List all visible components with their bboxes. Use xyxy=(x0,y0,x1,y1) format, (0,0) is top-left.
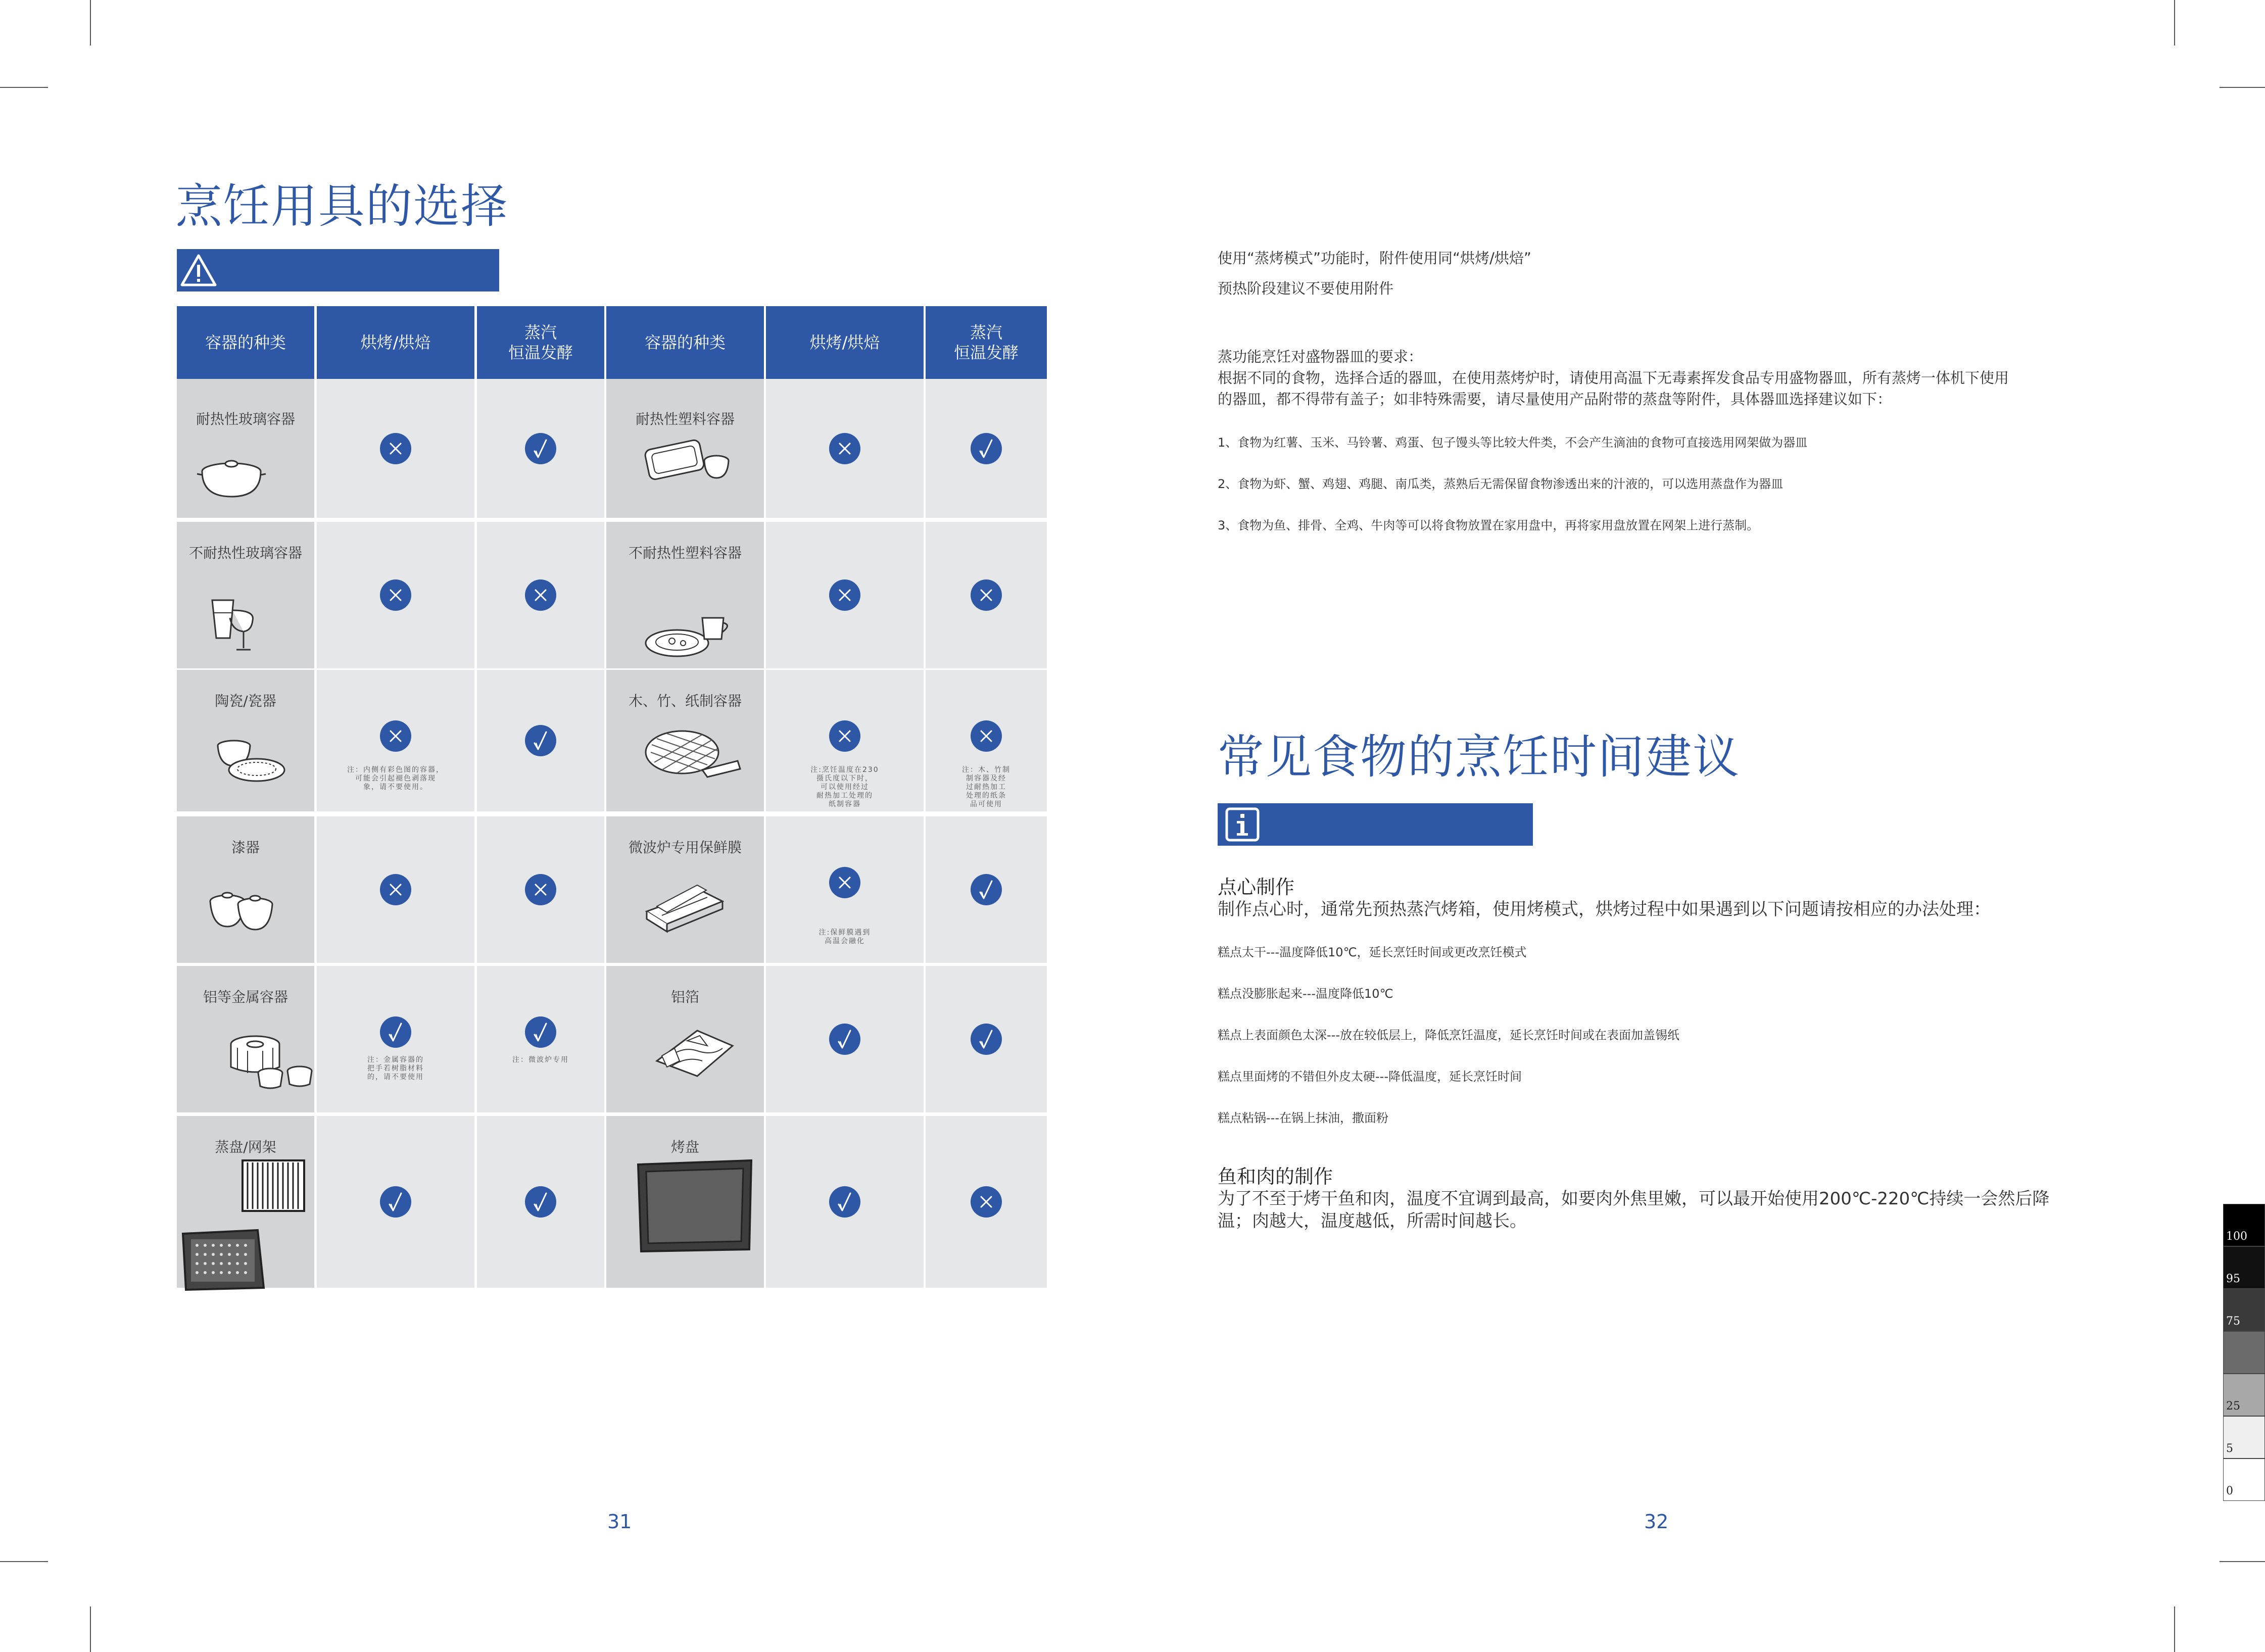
cross-icon xyxy=(971,720,1002,752)
container-name: 微波炉专用保鲜膜 xyxy=(628,839,742,856)
crop-mark xyxy=(2174,0,2175,45)
page-number: 31 xyxy=(607,1511,632,1533)
page-title: 烹饪用具的选择 xyxy=(176,179,509,233)
usage-note: 注:保鲜膜遇到 高温会融化 xyxy=(818,929,871,945)
container-cell xyxy=(177,522,314,668)
steam-item: 3、食物为鱼、排骨、全鸡、牛肉等可以将食物放置在家用盘中，再将家用盘放置在网架上进行蒸制。 xyxy=(1218,518,1759,532)
color-swatch-label: 75 xyxy=(2226,1315,2240,1328)
dessert-heading: 点心制作 xyxy=(1218,876,1295,898)
container-cell xyxy=(177,670,314,811)
dessert-tip: 糕点里面烤的不错但外皮太硬---降低温度，延长烹饪时间 xyxy=(1218,1070,1522,1084)
container-cell xyxy=(606,670,764,811)
meat-line: 温；肉越大，温度越低，所需时间越长。 xyxy=(1218,1211,1527,1231)
container-illustration xyxy=(642,876,728,939)
container-illustration xyxy=(642,429,733,492)
rating-cell xyxy=(766,816,924,963)
container-illustration xyxy=(642,724,743,787)
cross-icon xyxy=(380,874,411,905)
color-swatch-label: 25 xyxy=(2226,1400,2240,1413)
steam-item: 2、食物为虾、蟹、鸡翅、鸡腿、南瓜类，蒸熟后无需保留食物渗透出来的汁液的，可以选用蒸盘作为器皿 xyxy=(1218,477,1784,491)
cross-icon xyxy=(525,874,556,905)
container-name: 不耐热性塑料容器 xyxy=(628,545,742,561)
container-cell xyxy=(606,966,764,1112)
container-cell xyxy=(606,816,764,963)
check-icon xyxy=(525,433,556,464)
container-illustration xyxy=(177,1155,308,1294)
steam-req-line: 的器皿，都不得带有盖子；如非特殊需要，请尽量使用产品附带的蒸盘等附件，具体器皿选择建议如下： xyxy=(1218,391,1892,408)
crop-mark xyxy=(2220,87,2265,88)
crop-mark xyxy=(90,0,91,45)
column-header: 蒸汽 恒温发酵 xyxy=(926,306,1047,379)
warning-bar xyxy=(177,249,499,291)
cross-icon xyxy=(829,433,860,464)
rating-cell xyxy=(317,522,474,668)
column-header: 烘烤/烘焙 xyxy=(317,306,474,379)
rating-cell xyxy=(317,816,474,963)
page-number: 32 xyxy=(1644,1511,1669,1533)
dessert-tip: 糕点没膨胀起来---温度降低10℃ xyxy=(1218,987,1393,1001)
column-header: 容器的种类 xyxy=(177,306,314,379)
check-icon xyxy=(380,1016,411,1048)
cross-icon xyxy=(829,867,860,898)
steam-req-line: 根据不同的食物，选择合适的器皿，在使用蒸烤炉时，请使用高温下无毒素挥发食品专用盛物器皿，所有蒸烤一体机下使用 xyxy=(1218,369,2009,386)
column-header: 容器的种类 xyxy=(606,306,764,379)
cross-icon xyxy=(525,579,556,611)
container-name: 烤盘 xyxy=(670,1139,699,1155)
usage-note: 注：微波炉专用 xyxy=(512,1056,569,1064)
container-illustration xyxy=(225,1027,316,1094)
container-illustration xyxy=(202,881,278,944)
check-icon xyxy=(971,1024,1002,1055)
container-cell xyxy=(606,1116,764,1288)
rating-cell xyxy=(477,522,604,668)
dessert-intro: 制作点心时，通常先预热蒸汽烤箱，使用烤模式，烘烤过程中如果遇到以下问题请按相应的办法处理： xyxy=(1218,899,1991,919)
cross-icon xyxy=(380,579,411,611)
container-name: 耐热性塑料容器 xyxy=(635,411,735,427)
intro-line: 预热阶段建议不要使用附件 xyxy=(1218,280,1394,297)
rating-cell xyxy=(926,816,1047,963)
rating-cell xyxy=(926,670,1047,811)
color-swatch-label: 5 xyxy=(2226,1442,2233,1455)
container-name: 木、竹、纸制容器 xyxy=(628,693,742,709)
meat-line: 为了不至于烤干鱼和肉，温度不宜调到最高，如要肉外焦里嫩，可以最开始使用200℃-220℃持续一会然后降 xyxy=(1218,1189,2050,1209)
crop-mark xyxy=(2220,1561,2265,1562)
container-illustration xyxy=(191,449,272,506)
container-cell xyxy=(177,966,314,1112)
cross-icon xyxy=(971,579,1002,611)
rating-cell xyxy=(477,670,604,811)
steam-req-title: 蒸功能烹饪对盛物器皿的要求： xyxy=(1218,348,1423,365)
info-icon xyxy=(1225,807,1260,842)
rating-cell xyxy=(766,966,924,1112)
color-swatch-label: 95 xyxy=(2226,1273,2240,1285)
rating-cell xyxy=(477,966,604,1112)
rating-cell xyxy=(317,670,474,811)
usage-note: 注：内侧有彩色图的容器， 可能会引起褪色剥落现 象，请不要使用。 xyxy=(347,766,444,791)
cookware-table xyxy=(177,306,1047,1288)
steam-item: 1、食物为红薯、玉米、马铃薯、鸡蛋、包子馒头等比较大件类，不会产生滴油的食物可直接选用网架做为器皿 xyxy=(1218,435,1808,450)
rating-cell xyxy=(477,379,604,518)
cross-icon xyxy=(971,1186,1002,1218)
dessert-tip: 糕点上表面颜色太深---放在较低层上，降低烹饪温度，延长烹饪时间或在表面加盖锡纸 xyxy=(1218,1028,1679,1042)
crop-mark xyxy=(0,1561,48,1562)
info-bar xyxy=(1218,803,1533,846)
container-cell xyxy=(606,522,764,668)
meat-heading: 鱼和肉的制作 xyxy=(1218,1165,1333,1188)
rating-cell xyxy=(477,816,604,963)
rating-cell xyxy=(317,1116,474,1288)
rating-cell xyxy=(926,522,1047,668)
check-icon xyxy=(971,874,1002,905)
rating-cell xyxy=(766,670,924,811)
container-name: 耐热性玻璃容器 xyxy=(196,411,295,427)
color-swatch-label: 100 xyxy=(2226,1230,2247,1243)
container-illustration xyxy=(207,590,258,658)
container-name: 不耐热性玻璃容器 xyxy=(188,545,302,561)
color-scale xyxy=(2223,1204,2265,1502)
rating-cell xyxy=(317,966,474,1112)
check-icon xyxy=(971,433,1002,464)
container-cell xyxy=(177,1116,314,1288)
container-cell xyxy=(606,379,764,518)
container-name: 蒸盘/网架 xyxy=(215,1139,276,1155)
usage-note: 注:烹饪温度在230 摄氏度以下时， 可以使用经过 耐热加工处理的 纸制容器 xyxy=(810,766,879,808)
check-icon xyxy=(525,725,556,756)
crop-mark xyxy=(90,1607,91,1652)
container-illustration xyxy=(211,731,287,788)
container-illustration xyxy=(634,1157,755,1255)
check-icon xyxy=(829,1024,860,1055)
rating-cell xyxy=(926,379,1047,518)
container-name: 漆器 xyxy=(231,839,260,856)
cross-icon xyxy=(829,579,860,611)
color-swatch xyxy=(2223,1331,2265,1374)
check-icon xyxy=(525,1186,556,1218)
section-title: 常见食物的烹饪时间建议 xyxy=(1218,730,1741,784)
dessert-tip: 糕点太干---温度降低10℃，延长烹饪时间或更改烹饪模式 xyxy=(1218,945,1527,959)
rating-cell xyxy=(766,379,924,518)
crop-mark xyxy=(2174,1607,2175,1652)
rating-cell xyxy=(766,1116,924,1288)
container-name: 铝箔 xyxy=(670,989,699,1005)
crop-mark xyxy=(0,87,48,88)
usage-note: 注：木、竹制 制容器及经 过耐热加工 处理的纸条 品可使用 xyxy=(962,766,1010,808)
usage-note: 注：金属容器的 把手若树脂材料 的，请不要使用 xyxy=(367,1056,424,1081)
check-icon xyxy=(829,1186,860,1218)
check-icon xyxy=(525,1016,556,1048)
warning-triangle-icon xyxy=(180,253,217,288)
rating-cell xyxy=(477,1116,604,1288)
rating-cell xyxy=(926,966,1047,1112)
color-swatch-label: 0 xyxy=(2226,1485,2233,1497)
column-header: 烘烤/烘焙 xyxy=(766,306,924,379)
intro-line: 使用“蒸烤模式”功能时，附件使用同“烘烤/烘焙” xyxy=(1218,250,1531,267)
dessert-tip: 糕点粘锅---在锅上抹油，撒面粉 xyxy=(1218,1111,1388,1125)
rating-cell xyxy=(317,379,474,518)
container-cell xyxy=(177,379,314,518)
container-name: 铝等金属容器 xyxy=(203,989,288,1005)
column-header: 蒸汽 恒温发酵 xyxy=(477,306,604,379)
container-name: 陶瓷/瓷器 xyxy=(215,693,276,709)
cross-icon xyxy=(380,720,411,752)
cross-icon xyxy=(829,720,860,752)
container-illustration xyxy=(642,608,733,665)
container-cell xyxy=(177,816,314,963)
container-illustration xyxy=(652,1021,738,1083)
cross-icon xyxy=(380,433,411,464)
rating-cell xyxy=(926,1116,1047,1288)
rating-cell xyxy=(766,522,924,668)
check-icon xyxy=(380,1186,411,1218)
